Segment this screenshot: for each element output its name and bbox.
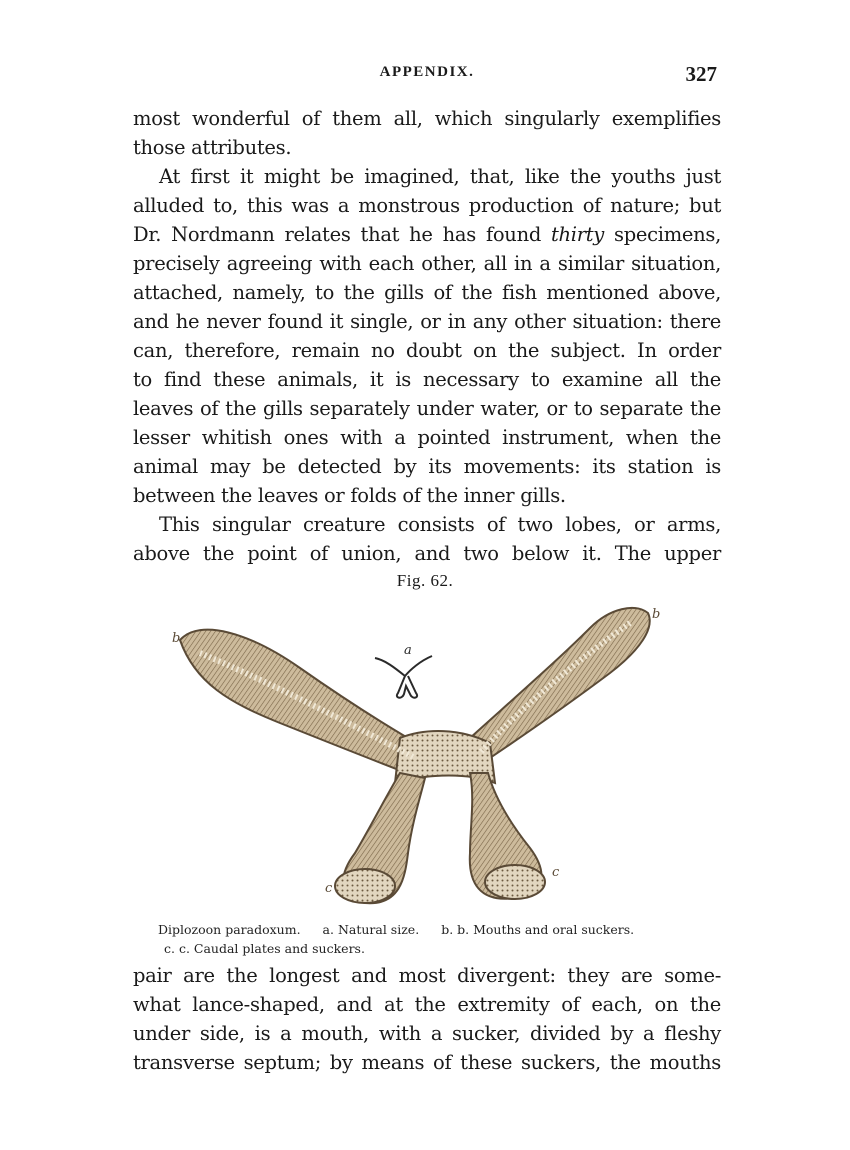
text-line: pair are the longest and most divergent: they are some-	[133, 964, 721, 987]
running-head: APPENDIX.	[379, 64, 475, 80]
upper-left-arm	[180, 630, 425, 778]
page-header	[133, 62, 721, 88]
text-line: what lance-shaped, and at the extremity of each, on the	[133, 993, 721, 1016]
text-line: precisely agreeing with each other, all in a similar situation,	[133, 252, 721, 275]
text-line: above the point of union, and two below it. The upper	[133, 542, 721, 565]
upper-right-arm	[470, 608, 650, 768]
text-line-with-emphasis	[133, 220, 721, 249]
paragraph-3	[133, 510, 721, 568]
caption-line-2: c. c. Caudal plates and suckers.	[164, 941, 365, 956]
letter-b-right: b	[652, 607, 661, 622]
text-line: lesser whitish ones with a pointed instrument, when the	[133, 426, 721, 449]
text-line: under side, is a mouth, with a sucker, divided by a fleshy	[133, 1022, 721, 1045]
caudal-sucker-left	[335, 869, 395, 903]
text-line: between the leaves or folds of the inner gills.	[133, 484, 566, 507]
text-line: most wonderful of them all, which singularly exemplifies	[133, 107, 721, 130]
text-segment: Dr. Nordmann relates that he has found	[133, 223, 551, 246]
emphasis-word: thirty	[551, 223, 605, 246]
body-text-bottom	[133, 961, 721, 1077]
caption-part: b. b. Mouths and oral suckers.	[441, 922, 635, 937]
page-number: 327	[685, 62, 717, 86]
natural-size-figure	[375, 656, 432, 698]
caudal-sucker-right	[485, 865, 545, 899]
figure-caption	[158, 920, 718, 958]
paragraph-4	[133, 961, 721, 1077]
caption-part: Diplozoon paradoxum.	[158, 922, 301, 937]
text-line: those attributes.	[133, 136, 292, 159]
body-text-top	[133, 104, 721, 568]
figure-diplozoon	[170, 598, 670, 908]
text-line: can, therefore, remain no doubt on the subject. In order	[133, 339, 721, 362]
figure-label: Fig. 62.	[396, 571, 454, 590]
paragraph-1	[133, 104, 721, 162]
caption-line-1	[158, 920, 718, 939]
text-segment: specimens,	[604, 223, 721, 246]
text-line: animal may be detected by its movements: its station is	[133, 455, 721, 478]
letter-b-left: b	[172, 631, 181, 646]
text-line: transverse septum; by means of these suckers, the mouths	[133, 1051, 721, 1074]
text-line: leaves of the gills separately under water, or to separate the	[133, 397, 721, 420]
letter-a: a	[404, 643, 412, 658]
text-line: alluded to, this was a monstrous production of nature; but	[133, 194, 721, 217]
text-line: attached, namely, to the gills of the fish mentioned above,	[133, 281, 721, 304]
caption-part: a. Natural size.	[322, 922, 420, 937]
text-line: and he never found it single, or in any other situation: there	[133, 310, 721, 333]
letter-c-right: c	[552, 865, 560, 880]
diplozoon-illustration	[170, 598, 670, 908]
text-line: At first it might be imagined, that, like the youths just	[159, 165, 721, 188]
text-line: This singular creature consists of two lobes, or arms,	[159, 513, 721, 536]
text-line: to find these animals, it is necessary to examine all the	[133, 368, 721, 391]
paragraph-2	[133, 162, 721, 510]
letter-c-left: c	[325, 881, 333, 896]
